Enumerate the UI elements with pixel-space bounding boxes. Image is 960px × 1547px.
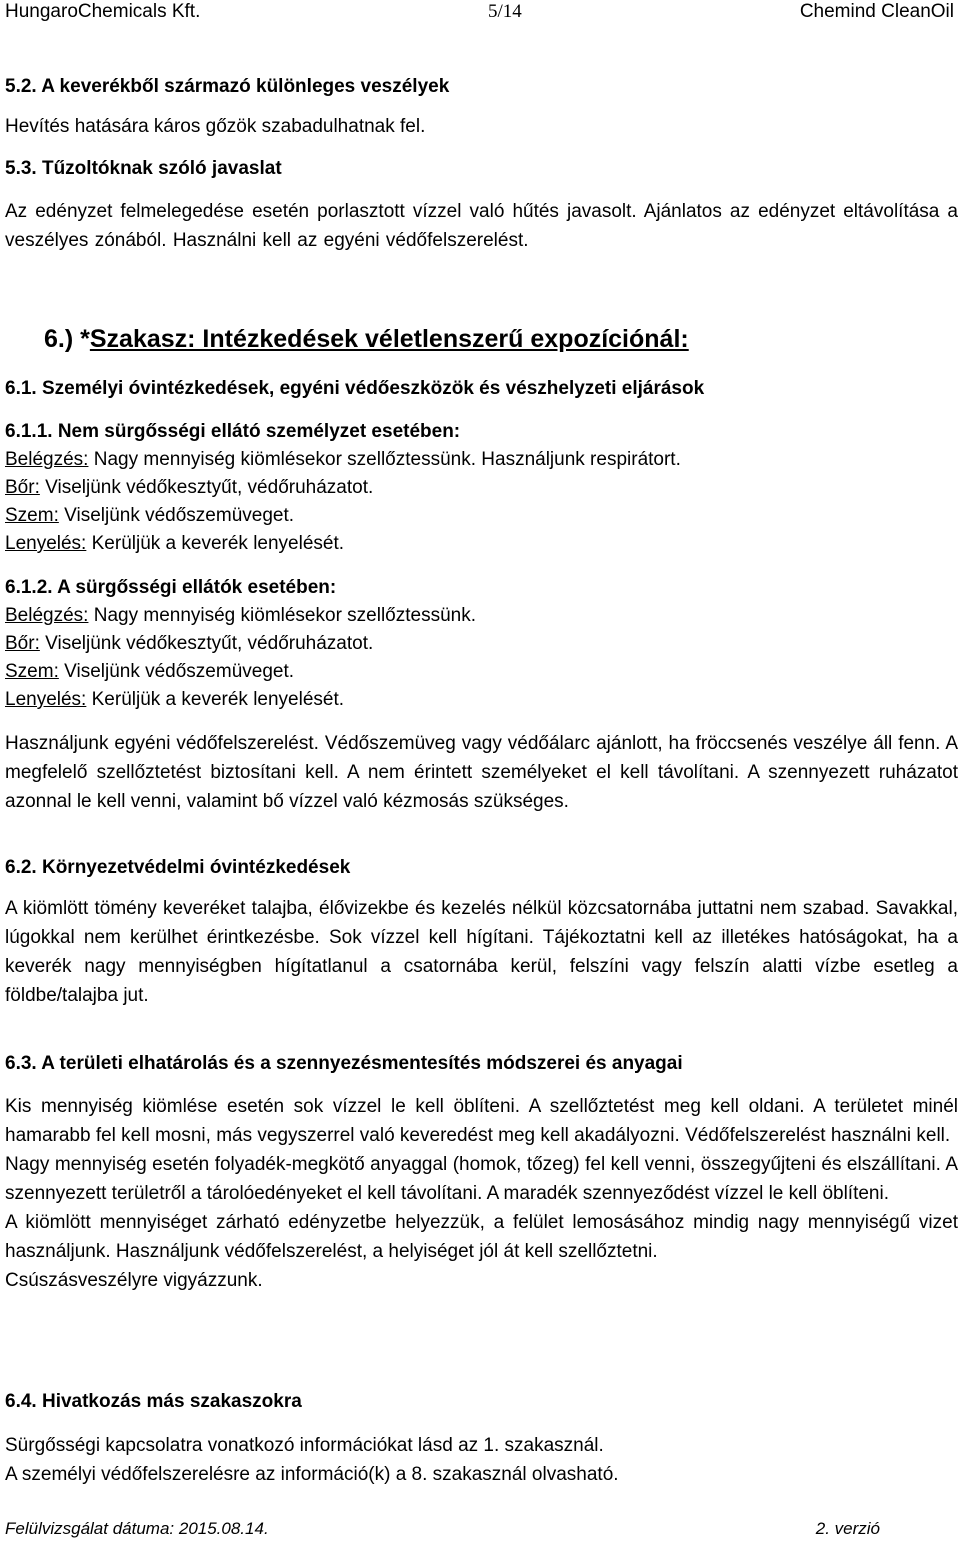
section-6-1-2-heading: 6.1.2. A sürgősségi ellátók esetében: [5, 577, 337, 598]
ingestion-label: Lenyelés: [5, 689, 87, 710]
section-6-2-text: A kiömlött tömény keveréket talajba, élővizekbe és kezelés nélkül közcsatornába juttatni nem szabad. Savakkal, lúgokkal nem kerülhet érintkezésbe. Sok vízzel kell hígítani. Tájékoztatni kell az illetékes hatóságokat, ha a keverék nagy mennyiségben hígítatlanul a csatornába kerül, felszíni vagy felszín alatti vízbe esetleg a földbe/talajba jut. [5, 898, 958, 1006]
product-name: Chemind CleanOil [799, 1, 954, 22]
section-6-4-heading: 6.4. Hivatkozás más szakaszokra [5, 1391, 302, 1412]
section-6-1-2-lines [5, 602, 958, 714]
section-6-1-2-paragraph: Használjunk egyéni védőfelszerelést. Védőszemüveg vagy védőálarc ajánlott, ha fröccsenés veszélye áll fenn. A megfelelő szellőztetést biztosítani kell. A nem érintett személyeket el kell távolítani. A szennyezett ruházatot azonnal le kell venni, valamint bő vízzel való kézmosás szükséges. [5, 733, 958, 812]
section-6-4-body [5, 1431, 958, 1489]
section-6-title-text: Szakasz: Intézkedések véletlenszerű expozíciónál: [89, 325, 689, 353]
section-6-4-line-1: Sürgősségi kapcsolatra vonatkozó információkat lásd az 1. szakasznál. [5, 1435, 604, 1456]
section-6-3-heading: 6.3. A területi elhatárolás és a szennyezésmentesítés módszerei és anyagai [5, 1053, 683, 1074]
section-6-2-heading: 6.2. Környezetvédelmi óvintézkedések [5, 857, 351, 878]
company-name: HungaroChemicals Kft. [5, 1, 201, 22]
section-6-3-paragraph-1: Kis mennyiség kiömlése esetén sok vízzel le kell öblíteni. A szellőztetést meg kell oldani. A területet minél hamarabb fel kell mosni, más vegyszerrel való keveredést meg kell akadályozni. Védőfelszerelést használni kell. [5, 1096, 958, 1146]
ingestion-label: Lenyelés: [5, 533, 87, 554]
document-version: 2. verzió [815, 1519, 880, 1538]
page-footer [5, 1519, 880, 1545]
eye-label: Szem: [5, 661, 59, 682]
inhalation-label: Belégzés: [5, 605, 89, 626]
section-5-3-text: Az edényzet felmelegedése esetén porlasztott vízzel való hűtés javasolt. Ajánlatos az edényzet eltávolítása a veszélyes zónából. Használni kell az egyéni védőfelszerelést. [5, 201, 958, 251]
page-number: 5/14 [488, 1, 522, 22]
section-5-2-text: Hevítés hatására káros gőzök szabadulhatnak fel. [5, 116, 426, 137]
section-6-3-paragraph-3: A kiömlött mennyiséget zárható edényzetbe helyezzük, a felület lemosásához mindig nagy mennyiségű vizet használjunk. Használjunk védőfelszerelést, a helyiséget jól át kell szellőztetni. [5, 1212, 958, 1262]
section-6-1-1-heading: 6.1.1. Nem sürgősségi ellátó személyzet esetében: [5, 421, 461, 442]
section-6-1-heading: 6.1. Személyi óvintézkedések, egyéni védőeszközök és vészhelyzeti eljárások [5, 378, 705, 399]
section-6-title [44, 323, 944, 355]
skin-label: Bőr: [5, 633, 40, 654]
inhalation-label: Belégzés: [5, 449, 89, 470]
section-6-3-paragraph-4: Csúszásveszélyre vigyázzunk. [5, 1270, 263, 1291]
list-item: Lenyelés: Kerüljük a keverék lenyelését. [5, 689, 345, 710]
list-item: Lenyelés: Kerüljük a keverék lenyelését. [5, 533, 345, 554]
review-date: Felülvizsgálat dátuma: 2015.08.14. [5, 1519, 269, 1538]
section-6-3-paragraph-2: Nagy mennyiség esetén folyadék-megkötő anyaggal (homok, tőzeg) fel kell venni, összegyűjteni és elszállítani. A szennyezett területről a tárolóedényeket el kell távolítani. A maradék szennyeződést vízzel le kell öblíteni. [5, 1154, 958, 1204]
page-header [5, 0, 954, 34]
skin-label: Bőr: [5, 477, 40, 498]
list-item: Szem: Viseljünk védőszemüveget. [5, 505, 295, 526]
section-6-prefix: 6.) * [44, 325, 90, 353]
list-item: Bőr: Viseljünk védőkesztyűt, védőruházatot. [5, 477, 374, 498]
section-5-2-heading: 5.2. A keverékből származó különleges veszélyek [5, 76, 450, 97]
list-item: Bőr: Viseljünk védőkesztyűt, védőruházatot. [5, 633, 374, 654]
section-6-4-line-2: A személyi védőfelszerelésre az információ(k) a 8. szakasznál olvasható. [5, 1464, 619, 1485]
section-6-3-body [5, 1092, 958, 1295]
eye-label: Szem: [5, 505, 59, 526]
list-item: Belégzés: Nagy mennyiség kiömlésekor szellőztessünk. Használjunk respirátort. [5, 449, 681, 470]
list-item: Belégzés: Nagy mennyiség kiömlésekor szellőztessünk. [5, 605, 477, 626]
list-item: Szem: Viseljünk védőszemüveget. [5, 661, 295, 682]
section-5-3-heading: 5.3. Tűzoltóknak szóló javaslat [5, 158, 282, 179]
section-6-1-1-lines [5, 446, 958, 558]
